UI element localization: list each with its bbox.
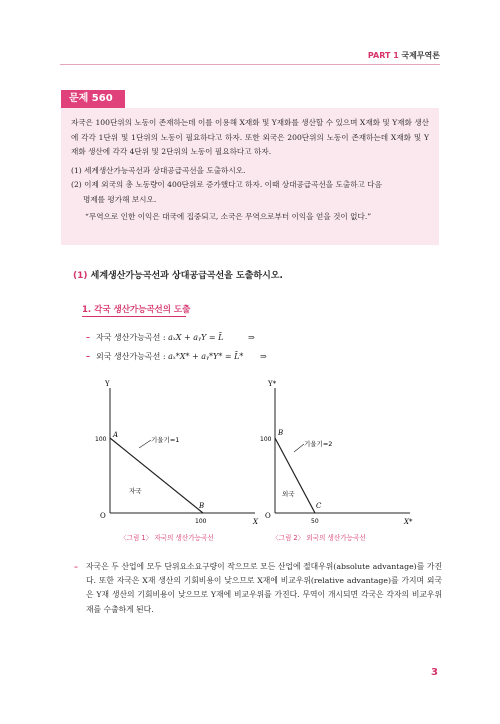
bullet-home-ppf: [86, 332, 255, 343]
arrow-icon: ⇒: [247, 333, 255, 342]
problem-box: [61, 108, 439, 245]
x-tick: 50: [311, 518, 319, 525]
question-text: 세계생산가능곡선과 상대공급곡선을 도출하시오.: [87, 271, 283, 281]
x-tick: 100: [195, 518, 207, 525]
header-divider: [60, 64, 440, 65]
bullet-label: 자국 생산가능곡선 :: [96, 333, 169, 342]
dash-icon: –: [86, 332, 90, 342]
slope-pointer: [139, 440, 151, 448]
problem-quote: “무역으로 인한 이익은 대국에 집중되고, 소국은 무역으로부터 이익을 얻을 것이 없다.”: [85, 212, 372, 221]
formula: aₓ*X* + aᵧ*Y* = L̄*: [168, 352, 244, 361]
dash-icon: –: [74, 562, 78, 571]
question-number: (1): [73, 271, 88, 281]
explanation-paragraph: [74, 560, 442, 617]
answer-question-1: [73, 268, 283, 281]
chapter-title: 국제무역론: [401, 51, 440, 60]
origin-label: O: [265, 512, 271, 520]
x-axis-label: X*: [404, 518, 413, 526]
point-c-label: C: [316, 502, 322, 510]
y-axis-label: Y: [105, 380, 110, 388]
slope-label: 기울기=2: [304, 440, 333, 448]
section-underline: [82, 316, 186, 317]
point-b-label: B: [278, 429, 284, 437]
problem-tab: 문제 560: [61, 90, 125, 108]
page-number: 3: [431, 667, 438, 678]
formula: aₓX + aᵧY = L̄: [168, 333, 224, 342]
part-label: PART 1: [367, 51, 399, 60]
region-label: 자국: [129, 487, 142, 495]
point-b-label: B: [199, 502, 205, 510]
figure-2-caption: 〈그림 2〉 외국의 생산가능곡선: [272, 534, 366, 542]
ppf-line: [110, 438, 203, 513]
problem-item-1: (1) 세계생산가능곡선과 상대공급곡선을 도출하시오.: [71, 165, 246, 175]
problem-item-2-cont: 명제를 평가해 보시오.: [83, 194, 157, 204]
problem-item-2: (2) 이제 외국의 총 노동량이 400단위로 증가했다고 하자. 이때 상대공급곡선을 도출하고 다음: [71, 180, 382, 189]
point-a-label: A: [113, 431, 119, 439]
section-heading: 1. 각국 생산가능곡선의 도출: [82, 305, 191, 315]
bullet-foreign-ppf: [86, 351, 267, 362]
ppf-line: [275, 438, 315, 513]
y-tick: 100: [260, 436, 272, 443]
figure-1-caption: 〈그림 1〉 자국의 생산가능곡선: [120, 534, 214, 542]
arrow-icon: ⇒: [259, 352, 267, 361]
origin-label: O: [100, 512, 106, 520]
slope-pointer: [294, 444, 304, 452]
problem-intro: 자국은 100단위의 노동이 존재하는데 이를 이용해 X재화 및 Y재화를 생산할 수 있으며 X재화 및 Y재화 생산에 각각 1단위 및 1단위의 노동이 필요하다고 하자. 또한 외국은 200단위의 노동이 존재하는데 X재화 및 Y재화 생산에 각각 4단위 및 2단위의 노동이 필요하다고 하자.: [71, 118, 429, 156]
y-axis-label: Y*: [268, 380, 277, 388]
figure-foreign-ppf: [260, 378, 420, 528]
x-axis-label: X: [253, 518, 258, 526]
page-header: [368, 50, 440, 61]
slope-label: 기울기=1: [151, 436, 180, 444]
explanation-text: 자국은 두 산업에 모두 단위요소요구량이 작으므로 모든 산업에 절대우위(absolute advantage)를 가진다. 또한 자국은 X재 생산의 기회비용이 낮으므로 X재에 비교우위(relative advantage)를 가지며 외국은 Y재 생산의 기회비용이 낮으므로 Y재에 비교우위를 가진다. 무역이 개시되면 각국은 각자의 비교우위재를 수출하게 된다.: [86, 562, 442, 614]
figure-home-ppf: [95, 378, 270, 528]
region-label: 외국: [282, 490, 295, 498]
bullet-label: 외국 생산가능곡선 :: [96, 352, 169, 361]
dash-icon: –: [86, 351, 90, 361]
y-tick: 100: [95, 436, 107, 443]
